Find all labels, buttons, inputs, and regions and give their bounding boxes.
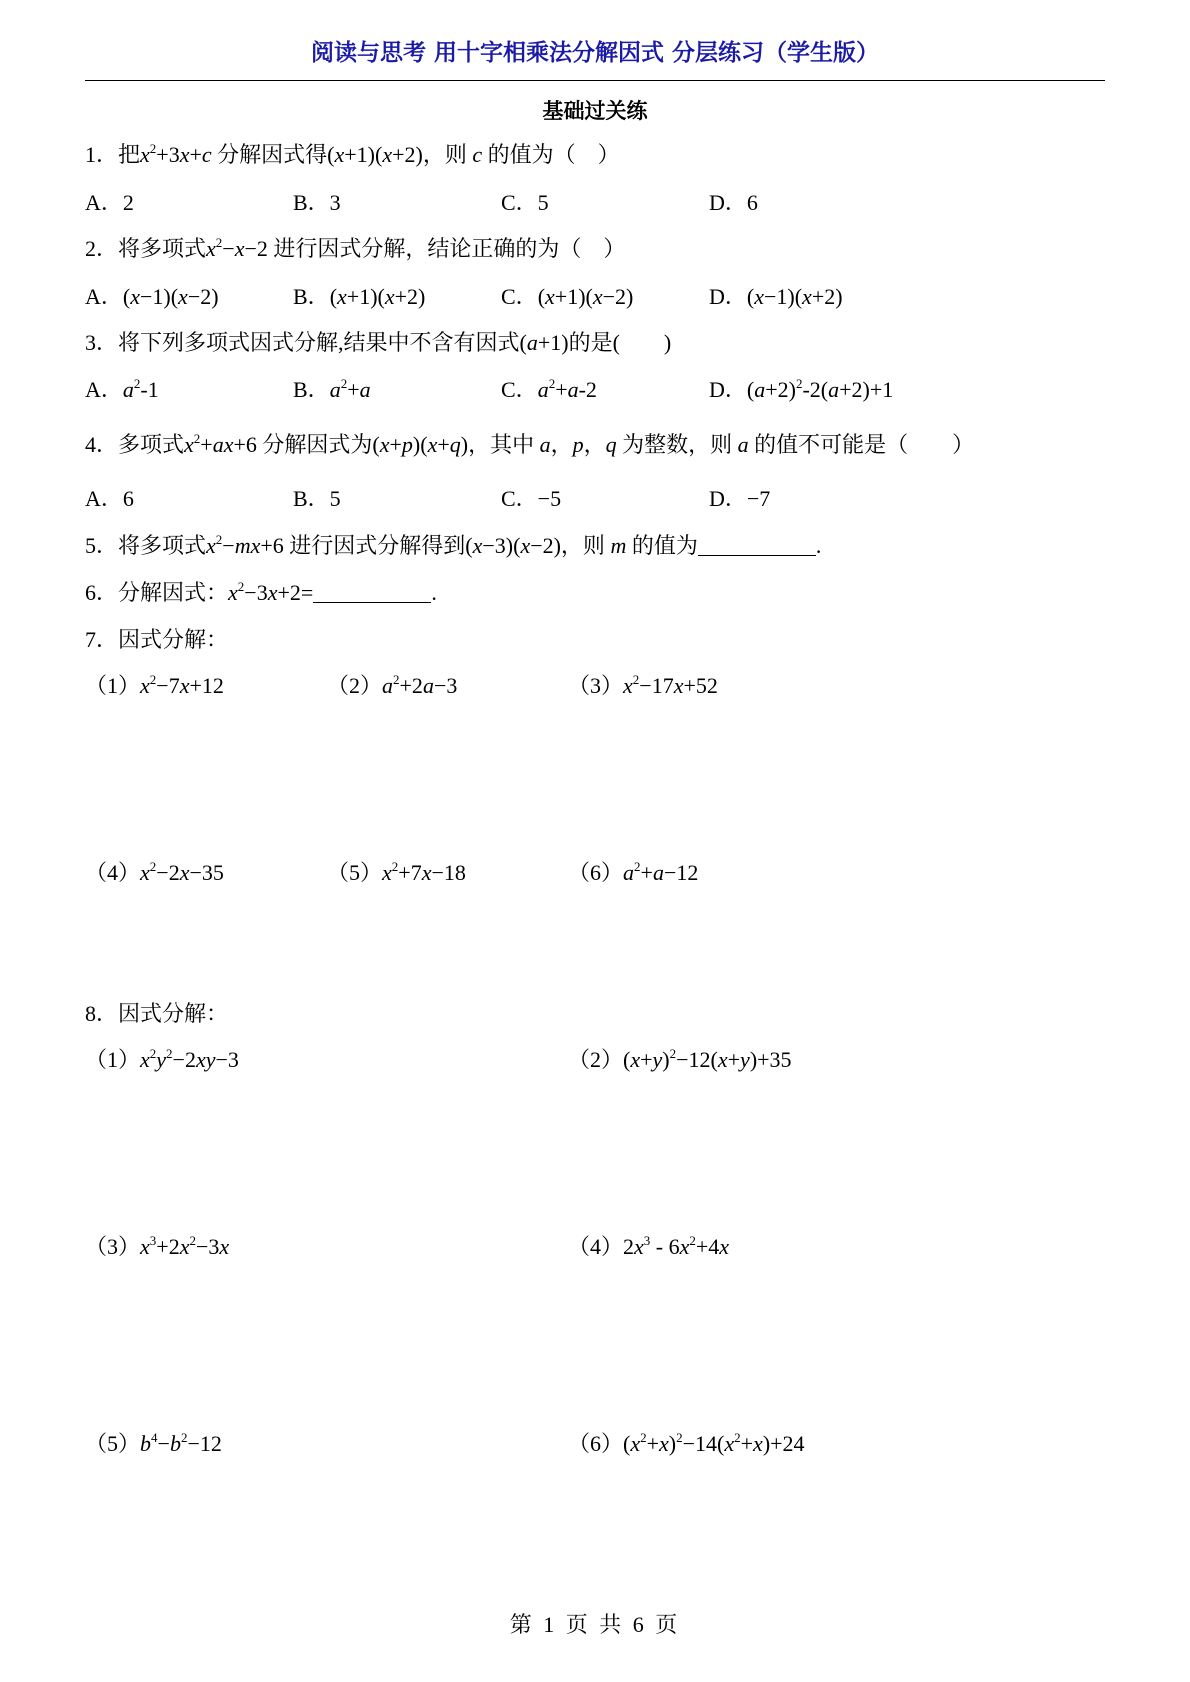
question-6: 6．分解因式：$x^2-3x+2=$ . bbox=[85, 579, 437, 605]
q2-option-c[interactable]: C．(x+1)(x−2) bbox=[501, 284, 634, 309]
q3-option-d[interactable]: D．$(a+2)^2-2(a+2)+1$ bbox=[709, 376, 894, 402]
q7-item-4: $(4)x^2-2x-35$ bbox=[85, 859, 224, 885]
q6-answer-blank[interactable] bbox=[313, 580, 431, 603]
q4-option-b[interactable]: B．5 bbox=[293, 486, 341, 511]
question-5: 5．将多项式$x^2-mx+6$ 进行因式分解得到(x−3)(x−2)，则 m 的值为 . bbox=[85, 532, 822, 558]
q7-item-5: $(5)x^2+7x-18$ bbox=[327, 859, 466, 885]
q2-option-a[interactable]: A．(x−1)(x−2) bbox=[85, 284, 219, 309]
q7-item-2: $(2)a^2+2a-3$ bbox=[327, 672, 458, 698]
q3-option-a[interactable]: A．$a^2-1$ bbox=[85, 376, 159, 402]
question-3: 3．将下列多项式因式分解,结果中不含有因式(a+1)的是( ) bbox=[85, 330, 672, 355]
q8-item-1: $(1)x^2y^2-2xy-3$ bbox=[85, 1046, 239, 1072]
q8-item-2: $(2)(x+y)^2-12(x+y)+35$ bbox=[568, 1046, 792, 1072]
section-title: 基础过关练 bbox=[542, 99, 648, 123]
q8-item-6: $(6)(x^2+x)^2-14(x^2+x)+24$ bbox=[568, 1430, 805, 1456]
q2-option-b[interactable]: B．(x+1)(x+2) bbox=[293, 284, 426, 309]
q2-option-d[interactable]: D．(x−1)(x+2) bbox=[709, 284, 843, 309]
page-header-title: 阅读与思考 用十字相乘法分解因式 分层练习（学生版） bbox=[310, 40, 879, 66]
q1-option-a[interactable]: A．2 bbox=[85, 190, 134, 215]
q8-item-4: $(4)2x^3 - 6x^2+4x$ bbox=[568, 1233, 730, 1259]
q7-item-3: $(3)x^2-17x+52$ bbox=[568, 672, 718, 698]
q3-option-c[interactable]: C．$a^2+a-2$ bbox=[501, 376, 597, 402]
question-4: 4．多项式$x^2+ax+6$ 分解因式为(x+p)(x+q)，其中 a，p，q 为整数，则 a 的值不可能是（ ） bbox=[85, 431, 975, 457]
q5-answer-blank[interactable] bbox=[698, 533, 816, 556]
q4-option-c[interactable]: C．−5 bbox=[501, 486, 562, 511]
q1-option-d[interactable]: D．6 bbox=[709, 190, 758, 215]
question-2: 2．将多项式$x^2-x-2$ 进行因式分解，结论正确的为（ ） bbox=[85, 235, 626, 261]
q3-option-b[interactable]: B．$a^2+a$ bbox=[293, 376, 371, 402]
q4-option-a[interactable]: A．6 bbox=[85, 486, 134, 511]
q1-option-c[interactable]: C．5 bbox=[501, 190, 549, 215]
question-8: 8．因式分解： bbox=[85, 1001, 229, 1026]
header-divider bbox=[85, 80, 1105, 81]
q8-item-3: $(3)x^3+2x^2-3x$ bbox=[85, 1233, 230, 1259]
q1-option-b[interactable]: B．3 bbox=[293, 190, 341, 215]
page-footer: 第 1 页 共 6 页 bbox=[509, 1612, 681, 1637]
q7-item-6: $(6)a^2+a-12$ bbox=[568, 859, 699, 885]
question-7: 7．因式分解： bbox=[85, 627, 229, 652]
q7-item-1: $(1)x^2-7x+12$ bbox=[85, 672, 224, 698]
q4-option-d[interactable]: D．−7 bbox=[709, 486, 771, 511]
question-1: 1．把$x^2+3x+c$ 分解因式得(x+1)(x+2)，则 c 的值为（ ） bbox=[85, 141, 620, 167]
q8-item-5: $(5)b^4-b^2-12$ bbox=[85, 1430, 222, 1456]
